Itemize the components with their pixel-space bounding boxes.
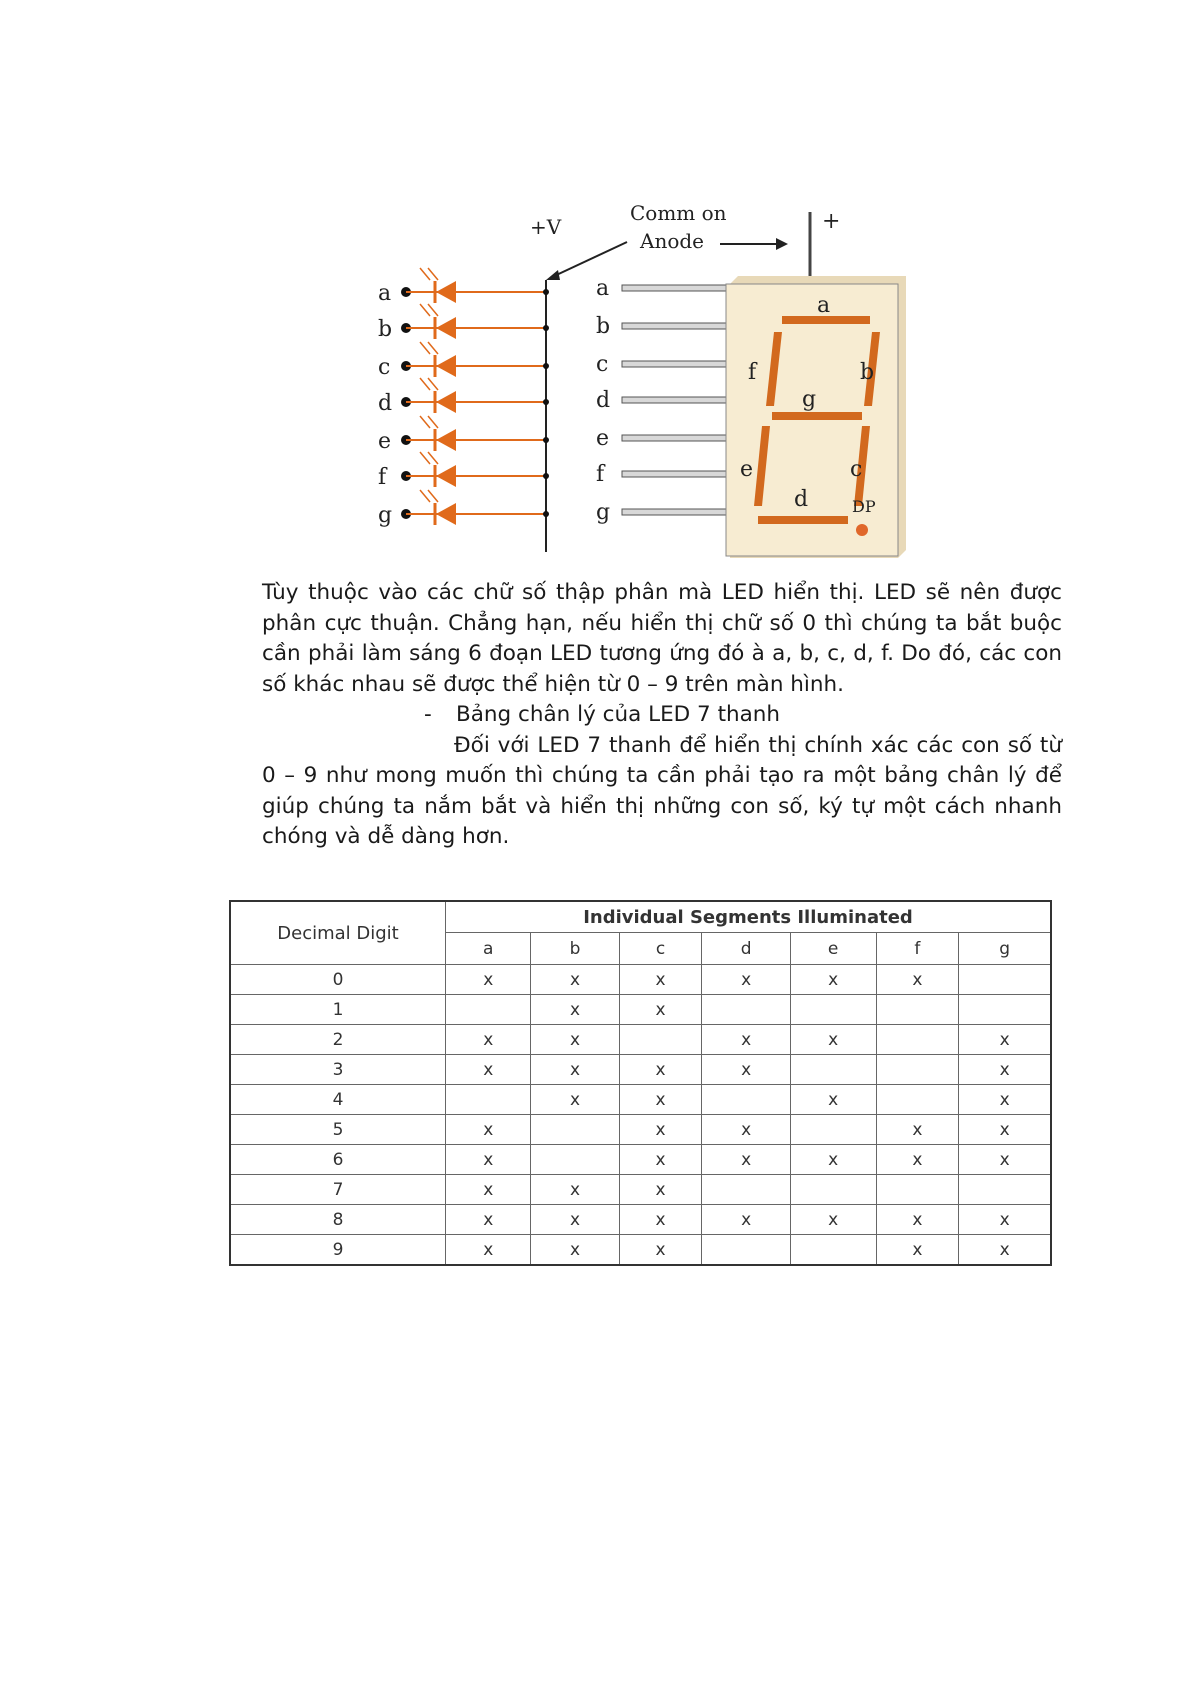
pin-label: e [596, 426, 610, 451]
truth-table [229, 900, 1052, 1266]
arrow-to-rail [550, 242, 627, 278]
digit-cell: 2 [230, 1025, 446, 1055]
table-body [230, 965, 1051, 1266]
segment-cell: x [619, 965, 702, 995]
junction-dot [543, 325, 549, 331]
segment-cell: x [619, 995, 702, 1025]
segment-cell: x [790, 1205, 876, 1235]
segment-cell: x [959, 1055, 1051, 1085]
table-row [230, 1235, 1051, 1266]
segment-cell: x [959, 1205, 1051, 1235]
light-emission-icon [428, 490, 438, 502]
segments-group-header: Individual Segments Illuminated [446, 901, 1052, 933]
table-row [230, 1115, 1051, 1145]
segment-cell: x [531, 1205, 619, 1235]
segment-cell: x [876, 1115, 959, 1145]
segment-cell: x [446, 1235, 531, 1266]
segment-cell [446, 995, 531, 1025]
segment-cell: x [959, 1025, 1051, 1055]
junction-dot [543, 437, 549, 443]
table-row [230, 1025, 1051, 1055]
segment-cell: x [876, 965, 959, 995]
segment-cell: x [619, 1055, 702, 1085]
input-label: a [378, 281, 392, 306]
segment-cell: x [446, 1145, 531, 1175]
pin-row [596, 352, 728, 377]
light-emission-icon [428, 268, 438, 280]
segment-header: b [531, 933, 619, 965]
segment-cell [790, 1175, 876, 1205]
segment-cell: x [446, 1025, 531, 1055]
led-row [378, 416, 549, 454]
segment-cell: x [619, 1115, 702, 1145]
segment-cell [790, 1235, 876, 1266]
segment-cell [619, 1025, 702, 1055]
led-diode-icon [436, 317, 456, 339]
segment-cell: x [531, 1235, 619, 1266]
segment-cell [876, 1085, 959, 1115]
digit-cell: 6 [230, 1145, 446, 1175]
pin-lead [622, 361, 728, 367]
light-emission-icon [420, 268, 430, 280]
segment-cell: x [790, 1025, 876, 1055]
led-row [378, 378, 549, 416]
pin-label: g [596, 500, 611, 525]
segment-header: a [446, 933, 531, 965]
table-row [230, 1055, 1051, 1085]
led-diode-icon [436, 465, 456, 487]
bullet-text: Bảng chân lý của LED 7 thanh [456, 702, 781, 727]
segment-cell: x [702, 1115, 790, 1145]
segment-cell: x [702, 1145, 790, 1175]
segment-cell: x [531, 995, 619, 1025]
table-row [230, 1145, 1051, 1175]
segment-cell [959, 1175, 1051, 1205]
pin-lead [622, 397, 728, 403]
segment-cell [790, 1115, 876, 1145]
bullet-dash: - [424, 702, 432, 727]
segment-label-c: c [850, 457, 863, 482]
table-row [230, 1085, 1051, 1115]
light-emission-icon [420, 416, 430, 428]
segment-cell: x [790, 965, 876, 995]
light-emission-icon [428, 452, 438, 464]
segment-cell: x [531, 1175, 619, 1205]
pin-row [596, 314, 728, 339]
pin-label: b [596, 314, 611, 339]
plus-v-label: +V [530, 215, 562, 239]
led-row [378, 268, 549, 306]
body-text [262, 578, 1062, 853]
segment-d [758, 516, 848, 524]
segment-cell: x [959, 1145, 1051, 1175]
digit-cell: 7 [230, 1175, 446, 1205]
light-emission-icon [420, 342, 430, 354]
segment-cell [790, 1055, 876, 1085]
segment-cell: x [790, 1145, 876, 1175]
light-emission-icon [420, 490, 430, 502]
input-label: c [378, 355, 391, 380]
dp-label: DP [852, 497, 876, 516]
light-emission-icon [420, 452, 430, 464]
led-rows [378, 268, 549, 528]
junction-dot [543, 363, 549, 369]
segment-cell [959, 965, 1051, 995]
segment-cell [876, 1175, 959, 1205]
input-label: b [378, 317, 393, 342]
led-row [378, 342, 549, 380]
light-emission-icon [420, 378, 430, 390]
segment-cell: x [619, 1205, 702, 1235]
segment-cell: x [959, 1115, 1051, 1145]
seven-segment-figure [378, 200, 1110, 560]
digit-cell: 9 [230, 1235, 446, 1266]
junction-dot [543, 289, 549, 295]
segment-cell: x [446, 1175, 531, 1205]
pin-lead [622, 435, 728, 441]
segment-cell: x [702, 1055, 790, 1085]
segment-cell: x [619, 1175, 702, 1205]
input-label: d [378, 391, 393, 416]
segment-cell [876, 1025, 959, 1055]
pin-lead [622, 471, 728, 477]
segment-cell: x [790, 1085, 876, 1115]
pin-row [596, 276, 728, 301]
segment-cell [531, 1145, 619, 1175]
digit-cell: 8 [230, 1205, 446, 1235]
digit-cell: 5 [230, 1115, 446, 1145]
decimal-digit-header: Decimal Digit [230, 901, 446, 965]
digit-cell: 4 [230, 1085, 446, 1115]
arrow-head-icon [546, 270, 560, 280]
led-diode-icon [436, 503, 456, 525]
paragraph-intro: Tùy thuộc vào các chữ số thập phân mà LED hiển thị. LED sẽ nên được phân cực thuận. Chẳng hạn, nếu hiển thị chữ số 0 thì chúng ta bắt buộc cần phải làm sáng 6 đoạn LED tương ứng đó à a, b, c, d, f. Do đó, các con số khác nhau sẽ được thể hiện từ 0 – 9 trên màn hình. [262, 580, 1062, 697]
led-row [378, 304, 549, 342]
table-row [230, 995, 1051, 1025]
digit-cell: 0 [230, 965, 446, 995]
segment-cell: x [959, 1085, 1051, 1115]
digit-cell: 3 [230, 1055, 446, 1085]
junction-dot [543, 473, 549, 479]
pin-row [596, 500, 728, 525]
segment-cell [876, 995, 959, 1025]
pin-lead [622, 509, 728, 515]
bullet-heading [262, 700, 1062, 731]
input-label: e [378, 429, 392, 454]
pin-label: c [596, 352, 609, 377]
led-diode-icon [436, 391, 456, 413]
plus-label: + [822, 209, 841, 234]
input-label: f [378, 465, 387, 490]
segment-label-g: g [802, 387, 817, 412]
segment-label-f: f [748, 360, 757, 385]
segment-cell: x [619, 1085, 702, 1115]
segment-cell: x [702, 1205, 790, 1235]
segment-cell [702, 995, 790, 1025]
segment-cell: x [702, 1025, 790, 1055]
pin-label: d [596, 388, 611, 413]
common-anode-label-2: Anode [640, 229, 705, 253]
segment-header: e [790, 933, 876, 965]
pin-row [596, 426, 728, 451]
segment-cell: x [446, 1055, 531, 1085]
segment-header: c [619, 933, 702, 965]
pin-lead [622, 285, 728, 291]
segment-cell [790, 995, 876, 1025]
segment-label-a: a [817, 293, 831, 318]
pin-row [596, 462, 728, 487]
segment-cell: x [446, 965, 531, 995]
pin-row [596, 388, 728, 413]
segment-cell: x [531, 1085, 619, 1115]
segment-cell: x [876, 1205, 959, 1235]
junction-dot [543, 511, 549, 517]
led-diode-icon [436, 355, 456, 377]
decimal-point [856, 524, 868, 536]
input-label: g [378, 503, 393, 528]
digit-cell: 1 [230, 995, 446, 1025]
segment-header: d [702, 933, 790, 965]
paragraph-truth-table: Đối với LED 7 thanh để hiển thị chính xác các con số từ 0 – 9 như mong muốn thì chúng ta cần phải tạo ra một bảng chân lý để giúp chúng ta nắm bắt và hiển thị những con số, ký tự một cách nhanh chóng và dễ dàng hơn. [262, 732, 1062, 849]
segment-cell: x [446, 1205, 531, 1235]
segment-cell [702, 1235, 790, 1266]
segment-cell: x [531, 965, 619, 995]
segment-header: f [876, 933, 959, 965]
light-emission-icon [428, 304, 438, 316]
led-diode-icon [436, 281, 456, 303]
segment-label-e: e [740, 457, 754, 482]
light-emission-icon [428, 416, 438, 428]
pin-label: f [596, 462, 605, 487]
pin-lead [622, 323, 728, 329]
light-emission-icon [428, 378, 438, 390]
segment-cell [876, 1055, 959, 1085]
segment-cell: x [619, 1235, 702, 1266]
segment-cell: x [876, 1145, 959, 1175]
segment-cell [702, 1175, 790, 1205]
segment-label-b: b [860, 360, 875, 385]
segment-cell: x [959, 1235, 1051, 1266]
common-anode-diagram [378, 200, 1110, 560]
led-diode-icon [436, 429, 456, 451]
common-anode-label-1: Comm on [630, 201, 727, 225]
segment-cell: x [531, 1025, 619, 1055]
led-row [378, 452, 549, 490]
pin-label: a [596, 276, 610, 301]
table-row [230, 1205, 1051, 1235]
segment-cell: x [702, 965, 790, 995]
table-row [230, 965, 1051, 995]
segment-cell [531, 1115, 619, 1145]
display-pins [596, 276, 728, 525]
segment-cell: x [619, 1145, 702, 1175]
led-row [378, 490, 549, 528]
light-emission-icon [420, 304, 430, 316]
segment-cell [959, 995, 1051, 1025]
segment-cell: x [876, 1235, 959, 1266]
segment-cell: x [531, 1055, 619, 1085]
junction-dot [543, 399, 549, 405]
segment-label-d: d [794, 487, 809, 512]
segment-cell [446, 1085, 531, 1115]
segment-cell [702, 1085, 790, 1115]
arrow-head-icon [776, 238, 788, 250]
segment-header: g [959, 933, 1051, 965]
segment-cell: x [446, 1115, 531, 1145]
table-row [230, 1175, 1051, 1205]
segment-g [772, 412, 862, 420]
light-emission-icon [428, 342, 438, 354]
